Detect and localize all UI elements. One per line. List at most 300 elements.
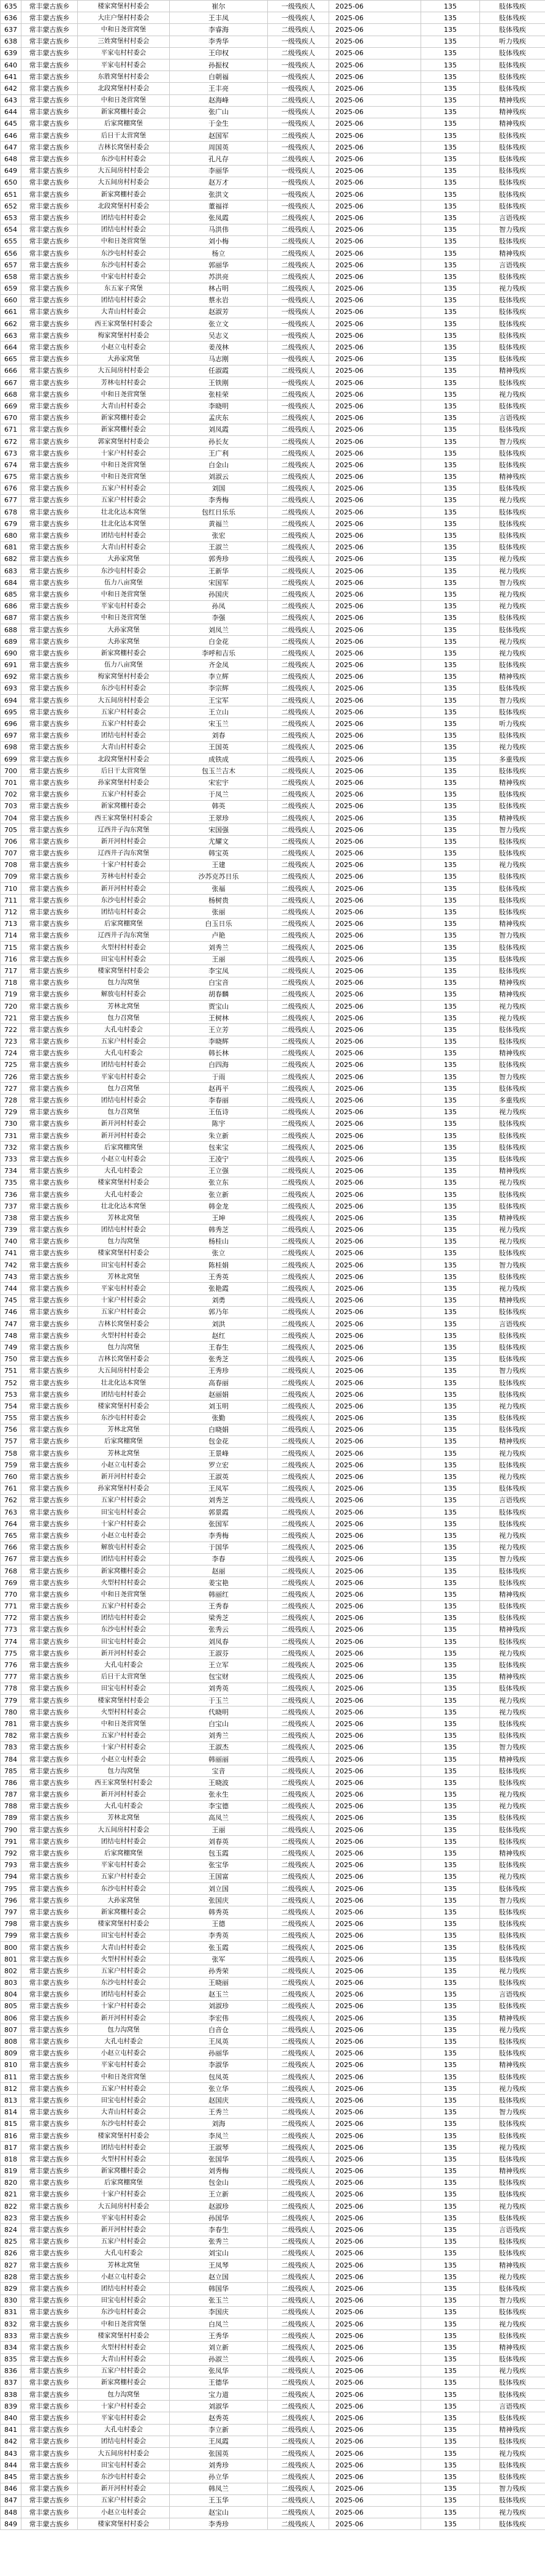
village-cell: 芳林屯村村委会 [78,871,170,882]
name-cell: 王凤英 [170,2036,268,2047]
village-cell: 小赵立屯村委会 [78,2271,170,2283]
township-cell: 常丰蒙古族乡 [21,682,78,694]
month-cell: 2025-06 [329,259,421,271]
township-cell: 常丰蒙古族乡 [21,1930,78,1941]
disability-type-cell: 肢体残疾 [480,1836,545,1848]
table-row [1,400,545,412]
amount-cell: 135 [421,1142,480,1153]
amount-cell: 135 [421,1836,480,1848]
month-cell: 2025-06 [329,494,421,506]
disability-type-cell: 肢体残疾 [480,130,545,142]
name-cell: 韩金龙 [170,1201,268,1212]
amount-cell: 135 [421,1459,480,1471]
table-row [1,1377,545,1388]
township-cell: 常丰蒙古族乡 [21,36,78,47]
month-cell: 2025-06 [329,1118,421,1129]
amount-cell: 135 [421,1095,480,1106]
disability-level-cell: 二级残疾人 [268,1824,329,1836]
disability-level-cell: 二级残疾人 [268,1448,329,1459]
disability-level-cell: 二级残疾人 [268,541,329,553]
table-row [1,1401,545,1412]
amount-cell: 135 [421,624,480,635]
disability-level-cell: 二级残疾人 [268,1353,329,1365]
table-row [1,1412,545,1424]
amount-cell: 135 [421,1494,480,1506]
month-cell: 2025-06 [329,589,421,600]
name-cell: 赵海峰 [170,94,268,106]
name-cell: 宝力道 [170,2389,268,2401]
row-number: 672 [1,435,21,447]
disability-level-cell: 二级残疾人 [268,800,329,812]
village-cell: 中和日尧营窝堡 [78,2318,170,2329]
table-row [1,412,545,424]
village-cell: 火型村村村委会 [78,2342,170,2353]
month-cell: 2025-06 [329,2047,421,2059]
township-cell: 常丰蒙古族乡 [21,624,78,635]
disability-type-cell: 肢体残疾 [480,177,545,188]
row-number: 773 [1,1624,21,1635]
table-row [1,1789,545,1800]
month-cell: 2025-06 [329,2318,421,2329]
row-number: 785 [1,1765,21,1777]
disability-level-cell: 二级残疾人 [268,1553,329,1565]
village-cell: 西王家窝堡村村委会 [78,812,170,824]
month-cell: 2025-06 [329,812,421,824]
township-cell: 常丰蒙古族乡 [21,94,78,106]
amount-cell: 135 [421,1671,480,1683]
village-cell: 平家屯村村委会 [78,59,170,71]
month-cell: 2025-06 [329,1201,421,1212]
table-row [1,2494,545,2506]
name-cell: 杨桂山 [170,1236,268,1247]
row-number: 784 [1,1753,21,1765]
amount-cell: 135 [421,1201,480,1212]
name-cell: 赵万才 [170,177,268,188]
disability-type-cell: 肢体残疾 [480,1906,545,1918]
disability-type-cell: 肢体残疾 [480,1036,545,1047]
township-cell: 常丰蒙古族乡 [21,1871,78,1882]
row-number: 845 [1,2471,21,2483]
township-cell: 常丰蒙古族乡 [21,730,78,741]
row-number: 748 [1,1330,21,1342]
name-cell: 王淑兰 [170,541,268,553]
disability-type-cell: 肢体残疾 [480,1201,545,1212]
month-cell: 2025-06 [329,754,421,765]
name-cell: 王翠珍 [170,812,268,824]
month-cell: 2025-06 [329,2494,421,2506]
table-row [1,2142,545,2154]
name-cell: 白凤兰 [170,2318,268,2329]
name-cell: 朱立新 [170,1130,268,1142]
disability-level-cell: 二级残疾人 [268,2212,329,2224]
village-cell: 西王家窝堡村村委会 [78,1777,170,1789]
disability-type-cell: 精神残疾 [480,1589,545,1600]
township-cell: 常丰蒙古族乡 [21,71,78,83]
row-number: 761 [1,1483,21,1494]
month-cell: 2025-06 [329,1906,421,1918]
name-cell: 李晓辉 [170,1036,268,1047]
village-cell: 芳林北窝堡 [78,2260,170,2271]
row-number: 675 [1,471,21,483]
table-row [1,435,545,447]
amount-cell: 135 [421,2236,480,2247]
township-cell: 常丰蒙古族乡 [21,1047,78,1059]
month-cell: 2025-06 [329,648,421,659]
amount-cell: 135 [421,1012,480,1024]
village-cell: 楼家窝堡村村委会 [78,1247,170,1259]
month-cell: 2025-06 [329,765,421,777]
month-cell: 2025-06 [329,1683,421,1694]
name-cell: 于凤兰 [170,789,268,800]
disability-level-cell: 二级残疾人 [268,1401,329,1412]
month-cell: 2025-06 [329,235,421,247]
row-number: 815 [1,2118,21,2130]
row-number: 820 [1,2177,21,2188]
month-cell: 2025-06 [329,1812,421,1824]
row-number: 639 [1,47,21,59]
month-cell: 2025-06 [329,365,421,376]
village-cell: 芳林北窝堡 [78,1812,170,1824]
village-cell: 新开河村村委会 [78,883,170,895]
township-cell: 常丰蒙古族乡 [21,1330,78,1342]
disability-type-cell: 肢体残疾 [480,1883,545,1895]
table-row [1,2165,545,2177]
disability-level-cell: 二级残疾人 [268,636,329,648]
disability-type-cell: 肢体残疾 [480,1507,545,1518]
table-row [1,189,545,201]
month-cell: 2025-06 [329,836,421,847]
township-cell: 常丰蒙古族乡 [21,12,78,24]
table-row [1,71,545,83]
disability-type-cell: 肢体残疾 [480,1612,545,1624]
village-cell: 五家户村村委会 [78,2365,170,2377]
village-cell: 芳林北窝堡 [78,1448,170,1459]
disability-type-cell: 肢体残疾 [480,201,545,212]
township-cell: 常丰蒙古族乡 [21,400,78,412]
table-row [1,1,545,12]
disability-type-cell: 肢体残疾 [480,1271,545,1283]
disability-level-cell: 二级残疾人 [268,1518,329,1530]
row-number: 727 [1,1083,21,1095]
disability-level-cell: 二级残疾人 [268,2389,329,2401]
amount-cell: 135 [421,1859,480,1871]
amount-cell: 135 [421,47,480,59]
row-number: 783 [1,1741,21,1753]
disability-level-cell: 二级残疾人 [268,424,329,435]
disability-type-cell: 肢体残疾 [480,883,545,895]
village-cell: 团结屯村村委会 [78,730,170,741]
village-cell: 梅家窝堡村村委会 [78,671,170,682]
row-number: 654 [1,224,21,235]
township-cell: 常丰蒙古族乡 [21,2201,78,2212]
amount-cell: 135 [421,671,480,682]
table-body [1,1,545,2530]
month-cell: 2025-06 [329,71,421,83]
table-row [1,494,545,506]
village-cell: 五家户村村委会 [78,789,170,800]
name-cell: 张玉霞 [170,1941,268,1953]
township-cell: 常丰蒙古族乡 [21,942,78,954]
month-cell: 2025-06 [329,2095,421,2106]
village-cell: 小赵立屯村委会 [78,1153,170,1165]
township-cell: 常丰蒙古族乡 [21,1342,78,1353]
name-cell: 包宝财 [170,1671,268,1683]
row-number: 827 [1,2260,21,2271]
month-cell: 2025-06 [329,1259,421,1271]
amount-cell: 135 [421,2330,480,2342]
village-cell: 大孔屯村委会 [78,2036,170,2047]
disability-level-cell: 二级残疾人 [268,1718,329,1730]
amount-cell: 135 [421,636,480,648]
row-number: 723 [1,1036,21,1047]
row-number: 677 [1,494,21,506]
disability-level-cell: 二级残疾人 [268,389,329,400]
row-number: 838 [1,2389,21,2401]
table-row [1,1648,545,1659]
amount-cell: 135 [421,71,480,83]
township-cell: 常丰蒙古族乡 [21,435,78,447]
month-cell: 2025-06 [329,682,421,694]
township-cell: 常丰蒙古族乡 [21,918,78,930]
row-number: 774 [1,1636,21,1648]
village-cell: 梅家窝堡村村委会 [78,330,170,342]
township-cell: 常丰蒙古族乡 [21,2295,78,2306]
township-cell: 常丰蒙古族乡 [21,2283,78,2295]
disability-type-cell: 肢体残疾 [480,954,545,965]
disability-type-cell: 视力残疾 [480,2024,545,2036]
village-cell: 解放屯村村委会 [78,1542,170,1553]
disability-level-cell: 二级残疾人 [268,1895,329,1906]
amount-cell: 135 [421,2106,480,2118]
township-cell: 常丰蒙古族乡 [21,789,78,800]
disability-type-cell: 肢体残疾 [480,1765,545,1777]
disability-type-cell: 视力残疾 [480,2318,545,2329]
month-cell: 2025-06 [329,1389,421,1401]
table-row [1,754,545,765]
row-number: 816 [1,2130,21,2141]
name-cell: 赵国军 [170,130,268,142]
village-cell: 新家窝棚村委会 [78,1565,170,1577]
village-cell: 大五间房村村委会 [78,1365,170,1377]
row-number: 812 [1,2083,21,2095]
row-number: 776 [1,1659,21,1671]
amount-cell: 135 [421,1047,480,1059]
table-row [1,965,545,977]
township-cell: 常丰蒙古族乡 [21,1259,78,1271]
amount-cell: 135 [421,718,480,730]
disability-type-cell: 肢体残疾 [480,789,545,800]
disability-type-cell: 听力残疾 [480,36,545,47]
village-cell: 包力沟窝堡 [78,1236,170,1247]
amount-cell: 135 [421,2295,480,2306]
table-row [1,1836,545,1848]
township-cell: 常丰蒙古族乡 [21,2448,78,2459]
month-cell: 2025-06 [329,1188,421,1200]
township-cell: 常丰蒙古族乡 [21,530,78,541]
village-cell: 五家户村村委会 [78,1600,170,1612]
township-cell: 常丰蒙古族乡 [21,2012,78,2024]
disability-level-cell: 一级残疾人 [268,36,329,47]
month-cell: 2025-06 [329,1306,421,1318]
name-cell: 张国华 [170,2154,268,2165]
month-cell: 2025-06 [329,2059,421,2071]
disability-level-cell: 二级残疾人 [268,1636,329,1648]
month-cell: 2025-06 [329,1977,421,1989]
village-cell: 后家窝棚窝堡 [78,1142,170,1153]
disability-level-cell: 一级残疾人 [268,59,329,71]
village-cell: 辽西井子沟东窝堡 [78,930,170,941]
name-cell: 宋宏宇 [170,777,268,789]
row-number: 700 [1,765,21,777]
disability-level-cell: 二级残疾人 [268,530,329,541]
disability-type-cell: 智力残疾 [480,1741,545,1753]
month-cell: 2025-06 [329,2377,421,2388]
village-cell: 大孔屯村委会 [78,1047,170,1059]
village-cell: 五家户村村委会 [78,718,170,730]
table-row [1,671,545,682]
row-number: 636 [1,12,21,24]
disability-level-cell: 二级残疾人 [268,1671,329,1683]
month-cell: 2025-06 [329,2518,421,2530]
amount-cell: 135 [421,400,480,412]
name-cell: 高凤兰 [170,1812,268,1824]
disability-type-cell: 肢体残疾 [480,906,545,918]
row-number: 706 [1,836,21,847]
amount-cell: 135 [421,2177,480,2188]
disability-type-cell: 肢体残疾 [480,2095,545,2106]
village-cell: 芳林北窝堡 [78,1212,170,1224]
village-cell: 五家户村村委会 [78,1306,170,1318]
amount-cell: 135 [421,1553,480,1565]
month-cell: 2025-06 [329,1224,421,1236]
table-row [1,1565,545,1577]
table-row [1,871,545,882]
name-cell: 王德华 [170,2377,268,2388]
row-number: 635 [1,1,21,12]
disability-type-cell: 肢体残疾 [480,530,545,541]
disability-type-cell: 肢体残疾 [480,71,545,83]
township-cell: 常丰蒙古族乡 [21,165,78,177]
disability-type-cell: 肢体残疾 [480,1,545,12]
disability-type-cell: 肢体残疾 [480,2212,545,2224]
month-cell: 2025-06 [329,741,421,753]
name-cell: 李宗辉 [170,682,268,694]
month-cell: 2025-06 [329,1294,421,1306]
disability-level-cell: 二级残疾人 [268,2342,329,2353]
disability-type-cell: 视力残疾 [480,1648,545,1659]
disability-type-cell: 视力残疾 [480,1448,545,1459]
disability-type-cell: 肢体残疾 [480,518,545,530]
disability-level-cell: 二级残疾人 [268,682,329,694]
row-number: 658 [1,271,21,283]
row-number: 656 [1,247,21,259]
name-cell: 王丽 [170,954,268,965]
amount-cell: 135 [421,2095,480,2106]
disability-type-cell: 肢体残疾 [480,2071,545,2083]
row-number: 795 [1,1883,21,1895]
township-cell: 常丰蒙古族乡 [21,1412,78,1424]
village-cell: 包力召窝堡 [78,1083,170,1095]
table-row [1,1424,545,1435]
month-cell: 2025-06 [329,94,421,106]
amount-cell: 135 [421,2342,480,2353]
disability-type-cell: 肢体残疾 [480,1565,545,1577]
row-number: 746 [1,1306,21,1318]
name-cell: 张立新 [170,1188,268,1200]
name-cell: 刘凤兰 [170,624,268,635]
table-row [1,2448,545,2459]
village-cell: 团结屯村村委会 [78,1612,170,1624]
disability-level-cell: 一级残疾人 [268,71,329,83]
disability-level-cell: 二级残疾人 [268,1589,329,1600]
name-cell: 李凤兰 [170,2130,268,2141]
disability-type-cell: 精神残疾 [480,1435,545,1447]
township-cell: 常丰蒙古族乡 [21,2165,78,2177]
name-cell: 刘秀芝 [170,1494,268,1506]
table-row [1,153,545,165]
row-number: 837 [1,2377,21,2388]
township-cell: 常丰蒙古族乡 [21,2483,78,2494]
month-cell: 2025-06 [329,706,421,718]
disability-type-cell: 视力残疾 [480,1401,545,1412]
township-cell: 常丰蒙古族乡 [21,1800,78,1812]
township-cell: 常丰蒙古族乡 [21,777,78,789]
amount-cell: 135 [421,1036,480,1047]
disability-type-cell: 言语残疾 [480,412,545,424]
table-row [1,94,545,106]
month-cell: 2025-06 [329,2283,421,2295]
amount-cell: 135 [421,494,480,506]
name-cell: 白朝福 [170,71,268,83]
row-number: 669 [1,400,21,412]
village-cell: 东沙屯村村委会 [78,1977,170,1989]
name-cell: 李秀英 [170,1930,268,1941]
amount-cell: 135 [421,118,480,129]
table-row [1,2236,545,2247]
township-cell: 常丰蒙古族乡 [21,1424,78,1435]
month-cell: 2025-06 [329,1435,421,1447]
amount-cell: 135 [421,2518,480,2530]
amount-cell: 135 [421,459,480,471]
village-cell: 团结屯村村委会 [78,1553,170,1565]
row-number: 715 [1,942,21,954]
amount-cell: 135 [421,1683,480,1694]
disability-level-cell: 二级残疾人 [268,2353,329,2365]
table-row [1,1494,545,1506]
disability-level-cell: 二级残疾人 [268,1871,329,1882]
table-row [1,1553,545,1565]
disability-level-cell: 二级残疾人 [268,2330,329,2342]
month-cell: 2025-06 [329,1106,421,1118]
row-number: 806 [1,2012,21,2024]
amount-cell: 135 [421,2024,480,2036]
row-number: 733 [1,1153,21,1165]
village-cell: 田宝屯村村委会 [78,2095,170,2106]
amount-cell: 135 [421,330,480,342]
amount-cell: 135 [421,1224,480,1236]
township-cell: 常丰蒙古族乡 [21,2330,78,2342]
township-cell: 常丰蒙古族乡 [21,2306,78,2318]
month-cell: 2025-06 [329,1941,421,1953]
name-cell: 张立文 [170,318,268,330]
table-row [1,859,545,871]
month-cell: 2025-06 [329,2154,421,2165]
amount-cell: 135 [421,106,480,118]
table-row [1,1941,545,1953]
table-row [1,1142,545,1153]
disability-type-cell: 肢体残疾 [480,2353,545,2365]
month-cell: 2025-06 [329,2271,421,2283]
